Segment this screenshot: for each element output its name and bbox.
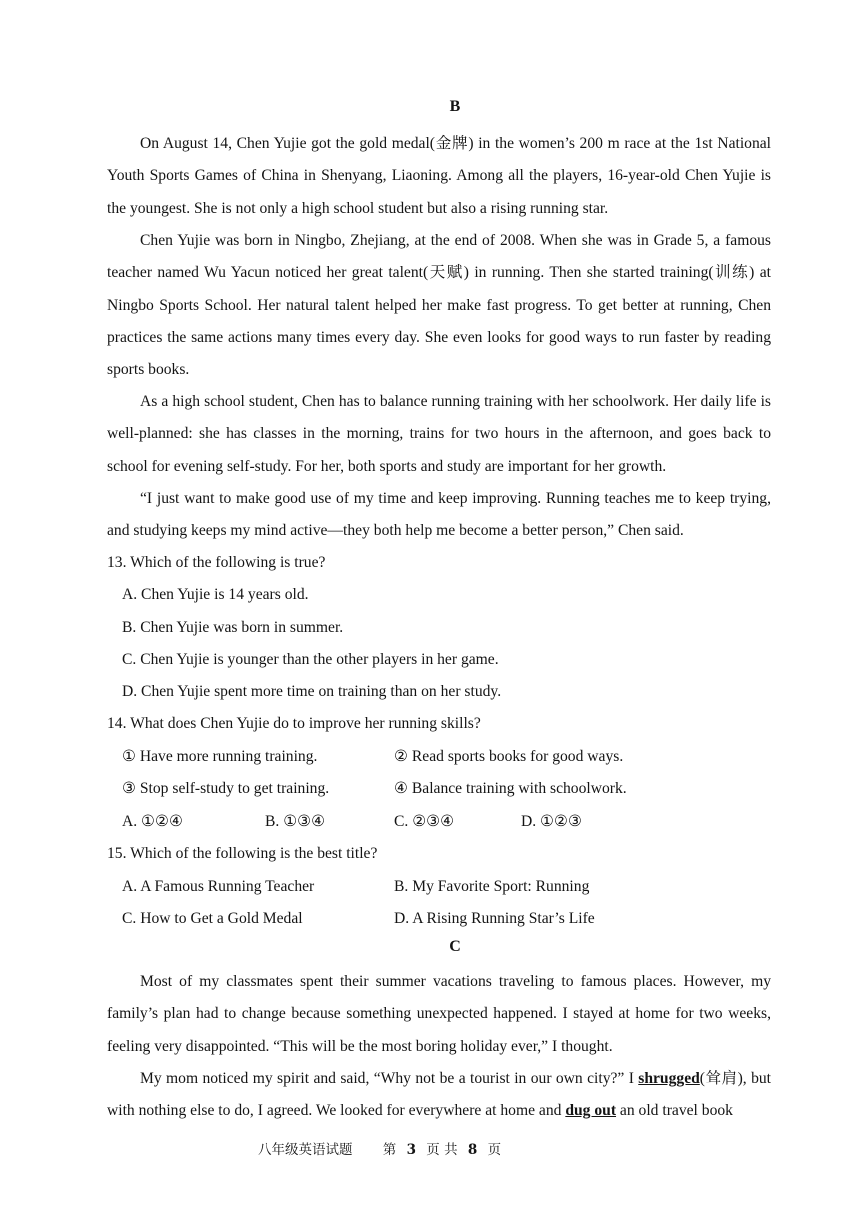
footer-page-number: 3 <box>406 1142 416 1158</box>
section-b-heading: B <box>449 98 461 115</box>
question-14-stem: 14. What does Chen Yujie do to improve her running skills? <box>107 715 481 732</box>
question-13-stem: 13. Which of the following is true? <box>107 554 326 571</box>
question-15-stem: 15. Which of the following is the best title? <box>107 845 378 862</box>
question-14-item-1: ① Have more running training. <box>122 748 318 765</box>
question-14-option-a: A. ①②④ <box>122 813 183 830</box>
footer-page-suffix: 页 <box>487 1142 502 1158</box>
question-13-option-b: B. Chen Yujie was born in summer. <box>122 619 344 636</box>
section-b-paragraph-2: Chen Yujie was born in Ningbo, Zhejiang, at the end of 2008. When she was in Grade 5, a famous teacher named Wu Yacun noticed her great talent(天赋) in running. Then she started training(训练) at Ningbo Sports School. Her natural talent helped her make fast progress. To get better at running, Chen practices the same actions many times every day. She even looks for good ways to run faster by reading sports books. <box>107 232 771 379</box>
vocab-word-dug-out: dug out <box>565 1102 617 1120</box>
question-14-item-2: ② Read sports books for good ways. <box>394 748 624 765</box>
section-c-paragraph-1: Most of my classmates spent their summer vacations traveling to famous places. However, my family’s plan had to change because something unexpected happened. I stayed at home for two weeks, feeling very disappointed. “This will be the most boring holiday ever,” I thought. <box>107 973 771 1055</box>
question-15-option-b: B. My Favorite Sport: Running <box>394 878 590 895</box>
footer-page-mid: 页 共 <box>426 1142 458 1158</box>
paragraph-text: , but with nothing else to do, I agreed. We looked for everywhere at home and <box>107 1070 771 1120</box>
paragraph-text: My mom noticed my spirit and said, “Why not be a tourist in our own city?” I <box>140 1070 639 1087</box>
question-15-option-d: D. A Rising Running Star’s Life <box>394 910 595 927</box>
footer-page-prefix: 第 <box>382 1142 397 1158</box>
page-footer <box>258 1140 501 1160</box>
paragraph-text: an old travel book <box>616 1102 733 1120</box>
vocab-word-shrugged: shrugged <box>638 1070 700 1087</box>
section-c-heading: C <box>449 938 461 955</box>
section-b-paragraph-4: “I just want to make good use of my time and keep improving. Running teaches me to keep trying, and studying keeps my mind active—they both help me become a better person,” Chen said. <box>107 490 771 540</box>
question-14-option-c: C. ②③④ <box>394 813 455 830</box>
section-b-paragraph-1: On August 14, Chen Yujie got the gold medal(金牌) in the women’s 200 m race at the 1st National Youth Sports Games of China in Shenyang, Liaoning. Among all the players, 16-year-old Chen Yujie is the youngest. She is not only a high school student but also a rising running star. <box>107 135 771 217</box>
footer-total-pages: 8 <box>467 1142 478 1158</box>
footer-subject: 八年级英语试题 <box>258 1142 353 1158</box>
question-14-item-3: ③ Stop self-study to get training. <box>122 780 330 797</box>
section-c-paragraph-2 <box>107 1063 771 1128</box>
question-13-option-c: C. Chen Yujie is younger than the other players in her game. <box>122 651 499 668</box>
question-13-option-d: D. Chen Yujie spent more time on training than on her study. <box>122 683 502 700</box>
question-14-option-d: D. ①②③ <box>521 813 582 830</box>
question-14-item-4: ④ Balance training with schoolwork. <box>394 780 627 797</box>
question-13-option-a: A. Chen Yujie is 14 years old. <box>122 586 309 603</box>
section-b-paragraph-3: As a high school student, Chen has to balance running training with her schoolwork. Her daily life is well-planned: she has classes in the morning, trains for two hours in the afternoon, and goes back to school for evening self-study. For her, both sports and study are important for her growth. <box>107 393 771 475</box>
question-15-option-a: A. A Famous Running Teacher <box>122 878 315 895</box>
vocab-gloss: (耸肩) <box>699 1070 743 1087</box>
question-15-option-c: C. How to Get a Gold Medal <box>122 910 303 927</box>
question-14-option-b: B. ①③④ <box>265 813 326 830</box>
